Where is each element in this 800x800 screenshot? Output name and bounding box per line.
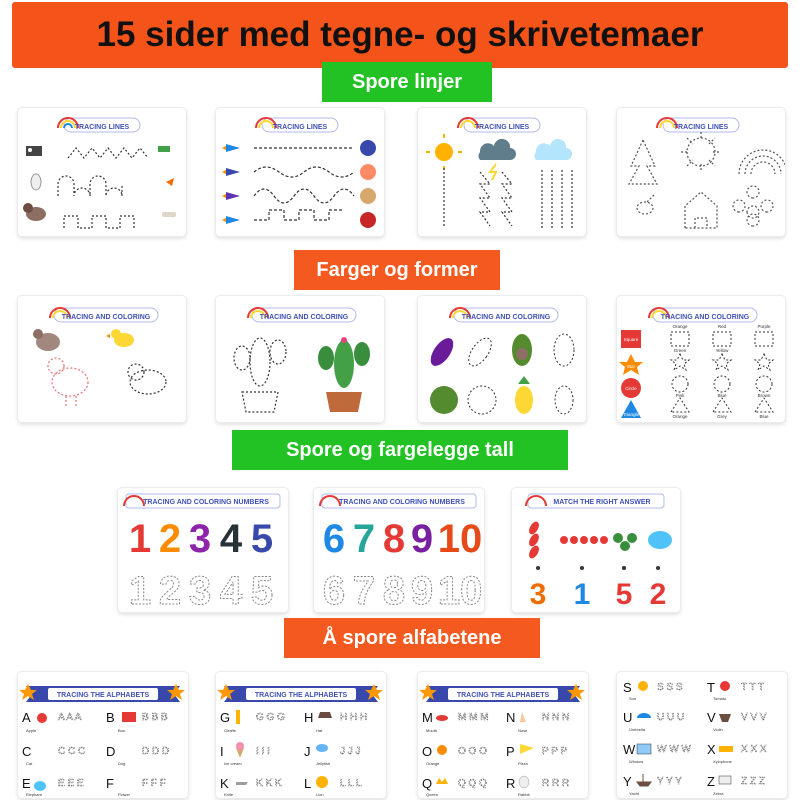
color-label: Orange — [672, 324, 688, 329]
shape-label: Triangle — [622, 412, 640, 417]
color-label: Grey — [717, 414, 727, 419]
letter: S — [623, 680, 632, 695]
digit-trace: 9 — [410, 569, 434, 612]
section-banner-tracing-lines: Spore linjer — [322, 62, 492, 102]
shape-label: Square — [623, 337, 639, 342]
worksheet-card-lines-4 — [617, 108, 785, 236]
digit-trace: 4 — [219, 569, 243, 612]
svg-text:D D D: D D D — [142, 746, 170, 757]
digit-trace: 1 — [128, 569, 152, 612]
svg-text:A A A: A A A — [58, 712, 82, 723]
digit: 7 — [352, 517, 376, 561]
word: Ice cream — [224, 761, 242, 766]
letter: J — [304, 744, 311, 759]
word: Pizza — [518, 761, 528, 766]
word: Bus — [118, 728, 125, 733]
word: Tomato — [713, 696, 727, 701]
worksheet-card-alphabets-1 — [18, 672, 188, 798]
letter: B — [106, 710, 115, 725]
word: Elephant — [26, 792, 42, 797]
card-title: TRACING AND COLORING — [259, 314, 349, 321]
digit-trace: 7 — [352, 569, 376, 612]
svg-text:T T T: T T T — [741, 682, 765, 693]
svg-text:L L L: L L L — [340, 778, 362, 789]
letter: R — [506, 776, 516, 791]
svg-text:S S S: S S S — [657, 682, 683, 693]
svg-text:E E E: E E E — [58, 778, 84, 789]
shape-label: Star — [626, 364, 636, 369]
worksheet-card-colors-1 — [18, 296, 186, 422]
color-label: Orange — [672, 414, 688, 419]
letter: U — [623, 710, 633, 725]
word: Rabbit — [518, 792, 530, 797]
letter: P — [506, 744, 515, 759]
svg-text:F F F: F F F — [142, 778, 166, 789]
svg-text:H H H: H H H — [340, 712, 368, 723]
worksheet-card-match — [512, 488, 680, 612]
word: Lion — [316, 792, 324, 797]
card-title: MATCH THE RIGHT ANSWER — [553, 499, 651, 506]
card-title: TRACING LINES — [272, 124, 328, 131]
digit: 2 — [158, 517, 182, 561]
letter: M — [422, 710, 433, 725]
letter: C — [22, 744, 32, 759]
svg-text:O O O: O O O — [458, 746, 487, 757]
card-title: TRACING LINES — [74, 124, 130, 131]
answer-number: 1 — [573, 578, 591, 611]
card-title: TRACING THE ALPHABETS — [254, 692, 348, 699]
digit-trace: 6 — [322, 569, 346, 612]
word: Cat — [26, 761, 33, 766]
digit: 3 — [188, 517, 212, 561]
card-title: TRACING AND COLORING NUMBERS — [143, 499, 269, 506]
letter: E — [22, 776, 31, 791]
digit: 1 — [128, 517, 152, 561]
word: Sun — [629, 696, 637, 701]
svg-text:M M M: M M M — [458, 712, 489, 723]
letter: F — [106, 776, 114, 791]
digit-trace: 5 — [250, 569, 274, 612]
word: Yacht — [629, 791, 639, 796]
card-title: TRACING AND COLORING — [61, 314, 151, 321]
card-title: TRACING AND COLORING — [660, 314, 750, 321]
page-title-banner: 15 sider med tegne- og skrivetemaer — [12, 2, 788, 68]
worksheet-card-numbers-2 — [314, 488, 484, 612]
word: Hat — [316, 728, 323, 733]
letter: V — [707, 710, 716, 725]
letter: K — [220, 776, 229, 791]
word: Xylophone — [713, 759, 732, 764]
digit-trace: 10 — [437, 569, 483, 612]
color-label: Green — [673, 348, 687, 353]
card-title: TRACING LINES — [673, 124, 729, 131]
letter: L — [304, 776, 312, 791]
color-label: Purple — [757, 324, 771, 329]
letter: N — [506, 710, 516, 725]
word: Dog — [118, 761, 126, 766]
digit: 10 — [437, 517, 483, 561]
answer-number: 5 — [615, 578, 633, 611]
word: Orange — [426, 761, 440, 766]
worksheet-card-lines-3 — [418, 108, 586, 236]
worksheet-card-colors-3 — [418, 296, 586, 422]
svg-text:X X X: X X X — [741, 744, 767, 755]
color-label: Blue — [717, 393, 727, 398]
svg-text:K K K: K K K — [256, 778, 282, 789]
letter: X — [707, 742, 716, 757]
word: Apple — [26, 728, 37, 733]
word: Knife — [224, 792, 234, 797]
worksheet-card-numbers-1 — [118, 488, 288, 612]
svg-text:V V V: V V V — [741, 712, 767, 723]
letter: Y — [623, 774, 632, 789]
word: Queen — [426, 792, 439, 797]
color-label: Pink — [675, 393, 685, 398]
worksheet-card-alphabets-4 — [617, 672, 787, 798]
digit: 9 — [410, 517, 434, 561]
letter: T — [707, 680, 715, 695]
worksheet-card-colors-2 — [216, 296, 384, 422]
letter: O — [422, 744, 433, 759]
card-title: TRACING LINES — [474, 124, 530, 131]
svg-text:G G G: G G G — [256, 712, 285, 723]
svg-text:Y Y Y: Y Y Y — [657, 776, 682, 787]
digit: 6 — [322, 517, 346, 561]
answer-number: 2 — [649, 578, 667, 611]
worksheet-card-alphabets-3 — [418, 672, 588, 798]
letter: H — [304, 710, 314, 725]
color-label: Brown — [757, 393, 771, 398]
worksheet-card-lines-2 — [216, 108, 384, 236]
card-title: TRACING THE ALPHABETS — [56, 692, 150, 699]
word: Jellyfish — [316, 761, 331, 766]
svg-text:Z Z Z: Z Z Z — [741, 776, 765, 787]
word: Zebra — [713, 791, 724, 796]
svg-text:I I I: I I I — [256, 746, 270, 757]
word: Violin — [713, 727, 723, 732]
word: Giraffe — [224, 728, 236, 733]
card-title: TRACING AND COLORING — [461, 314, 551, 321]
digit: 8 — [382, 517, 406, 561]
word: Nose — [518, 728, 528, 733]
worksheet-card-alphabets-2 — [216, 672, 386, 798]
color-label: Yellow — [715, 348, 729, 353]
svg-text:B B B: B B B — [142, 712, 168, 723]
worksheet-card-colors-4 — [617, 296, 785, 422]
digit-trace: 8 — [382, 569, 406, 612]
svg-text:Q Q Q: Q Q Q — [458, 778, 487, 789]
svg-text:U U U: U U U — [657, 712, 685, 723]
digit: 4 — [219, 517, 243, 561]
section-banner-colors-shapes: Farger og former — [294, 250, 500, 290]
letter: G — [220, 710, 231, 725]
digit-trace: 3 — [188, 569, 212, 612]
svg-text:C C C: C C C — [58, 746, 86, 757]
answer-number: 3 — [529, 578, 547, 611]
worksheet-card-lines-1 — [18, 108, 186, 236]
digit-trace: 2 — [158, 569, 182, 612]
svg-text:R R R: R R R — [542, 778, 570, 789]
letter: W — [623, 742, 636, 757]
letter: Z — [707, 774, 715, 789]
word: Umbrella — [629, 727, 646, 732]
word: Window — [629, 759, 644, 764]
shape-label: Circle — [625, 386, 637, 391]
svg-text:W W W: W W W — [657, 744, 691, 755]
color-label: Blue — [759, 414, 769, 419]
svg-text:J J J: J J J — [340, 746, 361, 757]
svg-text:N N N: N N N — [542, 712, 570, 723]
letter: A — [22, 710, 31, 725]
letter: D — [106, 744, 116, 759]
letter: Q — [422, 776, 433, 791]
digit: 5 — [250, 517, 274, 561]
card-title: TRACING AND COLORING NUMBERS — [339, 499, 465, 506]
svg-text:P P P: P P P — [542, 746, 568, 757]
color-label: Red — [717, 324, 727, 329]
section-banner-alphabets: Å spore alfabetene — [284, 618, 540, 658]
card-title: TRACING THE ALPHABETS — [456, 692, 550, 699]
word: Flower — [118, 792, 131, 797]
word: Mouth — [426, 728, 438, 733]
letter: I — [220, 744, 224, 759]
section-banner-numbers: Spore og fargelegge tall — [232, 430, 568, 470]
